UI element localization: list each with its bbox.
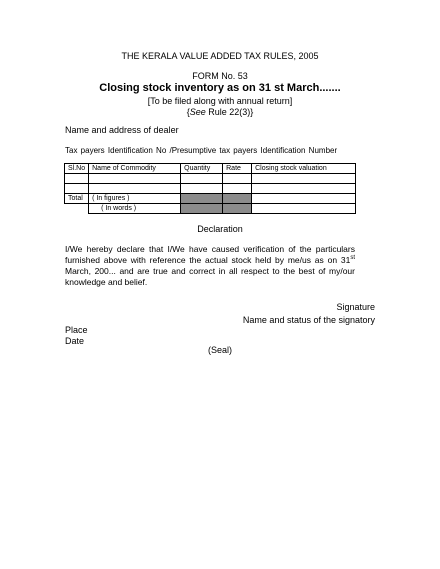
total-label: Total xyxy=(65,194,89,204)
declaration-text-part2: March, 200... and are true and correct in all respect to the best of my/our knowledge and belief. xyxy=(65,266,355,287)
place-label: Place xyxy=(65,325,88,335)
header-rate: Rate xyxy=(223,164,252,174)
table-row xyxy=(65,184,356,194)
date-label: Date xyxy=(65,336,85,346)
dealer-label: Name and address of dealer xyxy=(65,125,179,135)
seal-label: (Seal) xyxy=(207,345,232,355)
table-cell[interactable] xyxy=(89,184,181,194)
tin-label: Tax payers Identification No /Presumptive tax payers Identification Number xyxy=(65,146,338,155)
header-quantity: Quantity xyxy=(181,164,223,174)
signature-label: Signature xyxy=(336,302,375,312)
rules-title: THE KERALA VALUE ADDED TAX RULES, 2005 xyxy=(121,51,319,61)
rule-ref-suffix: Rule 22(3)} xyxy=(205,107,254,117)
in-figures-label: ( In figures ) xyxy=(89,194,181,204)
table-cell[interactable] xyxy=(181,184,223,194)
shaded-cell xyxy=(181,194,223,204)
form-number: FORM No. 53 xyxy=(192,71,248,81)
filing-note: [To be filed along with annual return] xyxy=(147,96,293,106)
form-heading: Closing stock inventory as on 31 st March....... xyxy=(99,82,341,94)
shaded-cell xyxy=(223,194,252,204)
shaded-cell xyxy=(181,204,223,214)
header-valuation: Closing stock valuation xyxy=(252,164,356,174)
table-cell[interactable] xyxy=(89,174,181,184)
table-header-row xyxy=(65,164,356,174)
signatory-name-status-label: Name and status of the signatory xyxy=(242,315,375,325)
in-words-label: ( In words ) xyxy=(89,204,181,214)
declaration-superscript: st xyxy=(350,255,355,262)
empty-cell xyxy=(65,204,89,214)
rule-ref-prefix: { xyxy=(186,107,190,117)
header-slno: Sl.No xyxy=(65,164,89,174)
total-figures-row xyxy=(65,194,356,204)
total-words-row xyxy=(65,204,356,214)
table-cell[interactable] xyxy=(181,174,223,184)
declaration-text xyxy=(65,244,355,288)
shaded-cell xyxy=(223,204,252,214)
rule-ref-see: See xyxy=(189,107,206,117)
rule-reference xyxy=(0,107,440,117)
total-figures-cell[interactable] xyxy=(252,194,356,204)
table-cell[interactable] xyxy=(223,174,252,184)
table-cell[interactable] xyxy=(223,184,252,194)
table-cell[interactable] xyxy=(252,184,356,194)
table-row xyxy=(65,174,356,184)
declaration-title: Declaration xyxy=(197,224,243,234)
header-commodity: Name of Commodity xyxy=(89,164,181,174)
total-words-cell[interactable] xyxy=(252,204,356,214)
inventory-table xyxy=(64,163,356,214)
table-cell[interactable] xyxy=(65,184,89,194)
table-cell[interactable] xyxy=(65,174,89,184)
table-cell[interactable] xyxy=(252,174,356,184)
declaration-text-part1: I/We hereby declare that I/We have caused verification of the particulars furnished above with reference the actual stock held by me/us as on 31 xyxy=(65,244,355,265)
